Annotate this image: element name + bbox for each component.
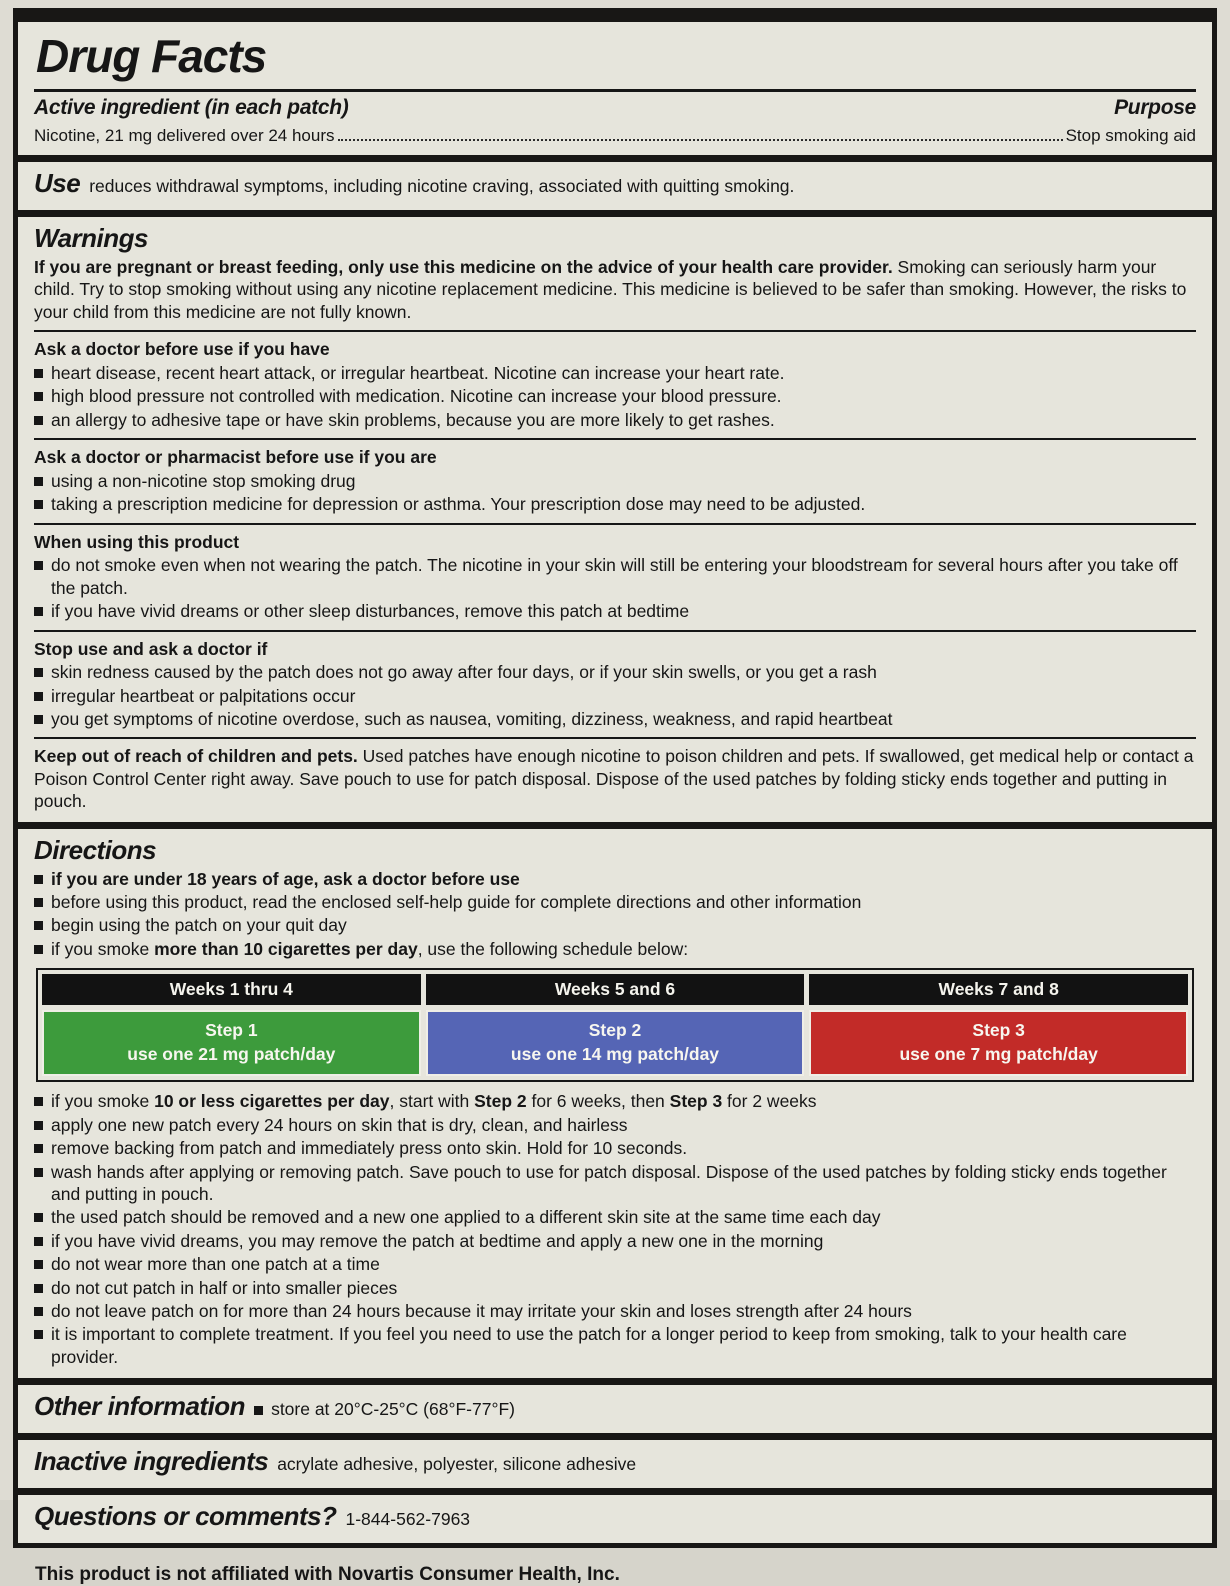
bullet-item: irregular heartbeat or palpitations occur <box>34 685 1196 707</box>
ask-doctor-heading: Ask a doctor before use if you have <box>34 339 330 360</box>
square-bullet-icon <box>34 1330 43 1339</box>
bullet-item: before using this product, read the enclosed self-help guide for complete directions and other information <box>34 891 1196 913</box>
divider <box>34 89 1196 92</box>
dosing-schedule-table <box>36 968 1194 1082</box>
bullet-item: if you smoke more than 10 cigarettes per day, use the following schedule below: <box>34 938 1196 960</box>
square-bullet-icon <box>34 1168 43 1177</box>
square-bullet-icon <box>34 477 43 486</box>
step-name: Step 3 <box>972 1020 1025 1041</box>
square-bullet-icon <box>34 668 43 677</box>
section-title-active-ingredient <box>18 22 1212 155</box>
bullet-item: do not smoke even when not wearing the patch. The nicotine in your skin will still be entering your bloodstream for several hours after you take off the patch. <box>34 554 1196 599</box>
ask-pharmacist-list <box>34 470 1196 516</box>
section-warnings <box>18 217 1212 822</box>
bullet-item: apply one new patch every 24 hours on skin that is dry, clean, and hairless <box>34 1114 1196 1136</box>
square-bullet-icon <box>34 607 43 616</box>
bullet-item: it is important to complete treatment. If you feel you need to use the patch for a longer period to keep from smoking, talk to your health care provider. <box>34 1323 1196 1368</box>
square-bullet-icon <box>34 1144 43 1153</box>
bullet-item: do not wear more than one patch at a time <box>34 1253 1196 1275</box>
section-inactive-ingredients <box>18 1440 1212 1488</box>
step-name: Step 2 <box>588 1020 642 1041</box>
stop-use-heading: Stop use and ask a doctor if <box>34 638 268 659</box>
divider <box>34 438 1196 440</box>
directions-top-list <box>34 868 1196 961</box>
bullet-item: if you have vivid dreams or other sleep disturbances, remove this patch at bedtime <box>34 600 1196 622</box>
questions-phone-number: 1-844-562-7963 <box>345 1509 471 1530</box>
other-information-heading: Other information <box>34 1391 246 1422</box>
square-bullet-icon <box>34 1121 43 1130</box>
square-bullet-icon <box>34 369 43 378</box>
directions-heading: Directions <box>34 834 157 865</box>
bullet-item: heart disease, recent heart attack, or irregular heartbeat. Nicotine can increase your heart rate. <box>34 362 1196 384</box>
bullet-item: if you are under 18 years of age, ask a doctor before use <box>34 868 1196 890</box>
square-bullet-icon <box>34 692 43 701</box>
bullet-item: the used patch should be removed and a new one applied to a different skin site at the same time each day <box>34 1206 1196 1228</box>
when-using-heading: When using this product <box>34 531 240 552</box>
bullet-item: if you have vivid dreams, you may remove the patch at bedtime and apply a new one in the morning <box>34 1230 1196 1252</box>
section-directions <box>18 829 1212 1379</box>
step-name: Step 1 <box>205 1020 258 1041</box>
square-bullet-icon <box>34 1284 43 1293</box>
square-bullet-icon <box>34 898 43 907</box>
purpose-heading: Purpose <box>1114 96 1196 119</box>
square-bullet-icon <box>254 1406 263 1415</box>
ask-doctor-list <box>34 362 1196 431</box>
divider <box>34 523 1196 525</box>
bullet-item: taking a prescription medicine for depression or asthma. Your prescription dose may need to be adjusted. <box>34 493 1196 515</box>
schedule-week-header: Weeks 7 and 8 <box>809 974 1188 1005</box>
square-bullet-icon <box>34 561 43 570</box>
bullet-item: do not cut patch in half or into smaller pieces <box>34 1277 1196 1299</box>
schedule-week-header: Weeks 1 thru 4 <box>42 974 421 1005</box>
warnings-heading: Warnings <box>34 223 148 253</box>
step-dose: use one 14 mg patch/day <box>510 1043 720 1064</box>
schedule-step-cell-red <box>809 1010 1188 1076</box>
square-bullet-icon <box>34 1097 43 1106</box>
drug-facts-title: Drug Facts <box>36 30 267 82</box>
affiliation-disclaimer: This product is not affiliated with Novartis Consumer Health, Inc. <box>35 1564 620 1586</box>
square-bullet-icon <box>34 1237 43 1246</box>
ask-pharmacist-heading: Ask a doctor or pharmacist before use if you are <box>34 447 437 468</box>
bullet-item: high blood pressure not controlled with medication. Nicotine can increase your blood pressure. <box>34 385 1196 407</box>
section-questions <box>18 1495 1212 1543</box>
square-bullet-icon <box>34 1260 43 1269</box>
keep-out-of-reach-text: Keep out of reach of children and pets. Used patches have enough nicotine to poison children and pets. If swallowed, get medical help or contact a Poison Control Center right away. Save pouch to use for patch disposal. Dispose of the used patches by folding sticky ends together and putting in pouch. <box>34 746 1194 812</box>
bullet-item: skin redness caused by the patch does not go away after four days, or if your skin swells, or you get a rash <box>34 661 1196 683</box>
section-other-information <box>18 1385 1212 1433</box>
stop-use-list <box>34 661 1196 730</box>
square-bullet-icon <box>34 500 43 509</box>
schedule-step-cell-green <box>42 1010 421 1076</box>
questions-heading: Questions or comments? <box>34 1501 337 1532</box>
use-heading: Use <box>34 168 81 198</box>
directions-bottom-list <box>34 1090 1196 1368</box>
schedule-step-cell-blue <box>426 1010 805 1076</box>
square-bullet-icon <box>34 392 43 401</box>
square-bullet-icon <box>34 875 43 884</box>
divider <box>34 630 1196 632</box>
bullet-item: using a non-nicotine stop smoking drug <box>34 470 1196 492</box>
square-bullet-icon <box>34 1307 43 1316</box>
section-use <box>18 162 1212 210</box>
bullet-item: wash hands after applying or removing patch. Save pouch to use for patch disposal. Dispose of the used patches by folding sticky ends together and putting in pouch. <box>34 1161 1196 1206</box>
square-bullet-icon <box>34 715 43 724</box>
square-bullet-icon <box>34 921 43 930</box>
other-information-text: store at 20°C-25°C (68°F-77°F) <box>271 1399 515 1420</box>
active-ingredient-heading: Active ingredient (in each patch) <box>34 96 349 119</box>
label-frame <box>13 8 1217 1548</box>
bullet-item: begin using the patch on your quit day <box>34 914 1196 936</box>
step-dose: use one 21 mg patch/day <box>127 1043 336 1064</box>
active-ingredient-value: Nicotine, 21 mg delivered over 24 hours <box>34 126 335 145</box>
divider <box>34 330 1196 332</box>
warnings-intro: If you are pregnant or breast feeding, only use this medicine on the advice of your health care provider. Smoking can seriously harm your child. Try to stop smoking without using any nicotine replacement medicine. This medicine is believed to be safer than smoking. However, the risks to your child from this medicine are not fully known. <box>34 257 1187 322</box>
bullet-item: you get symptoms of nicotine overdose, such as nausea, vomiting, dizziness, weakness, and rapid heartbeat <box>34 708 1196 730</box>
use-text: reduces withdrawal symptoms, including nicotine craving, associated with quitting smoking. <box>89 176 795 196</box>
square-bullet-icon <box>34 416 43 425</box>
purpose-value: Stop smoking aid <box>1065 126 1196 145</box>
square-bullet-icon <box>34 945 43 954</box>
square-bullet-icon <box>34 1213 43 1222</box>
step-dose: use one 7 mg patch/day <box>899 1043 1098 1064</box>
bullet-item: an allergy to adhesive tape or have skin problems, because you are more likely to get rashes. <box>34 409 1196 431</box>
when-using-list <box>34 554 1196 622</box>
bullet-item: remove backing from patch and immediately press onto skin. Hold for 10 seconds. <box>34 1137 1196 1159</box>
bullet-item: do not leave patch on for more than 24 hours because it may irritate your skin and loses strength after 24 hours <box>34 1300 1196 1322</box>
schedule-week-header: Weeks 5 and 6 <box>426 974 805 1005</box>
bullet-item: if you smoke 10 or less cigarettes per day, start with Step 2 for 6 weeks, then Step 3 for 2 weeks <box>34 1090 1196 1112</box>
inactive-ingredients-heading: Inactive ingredients <box>34 1446 269 1477</box>
inactive-ingredients-text: acrylate adhesive, polyester, silicone adhesive <box>277 1454 637 1475</box>
dotted-leader <box>338 139 1063 141</box>
divider <box>34 737 1196 739</box>
